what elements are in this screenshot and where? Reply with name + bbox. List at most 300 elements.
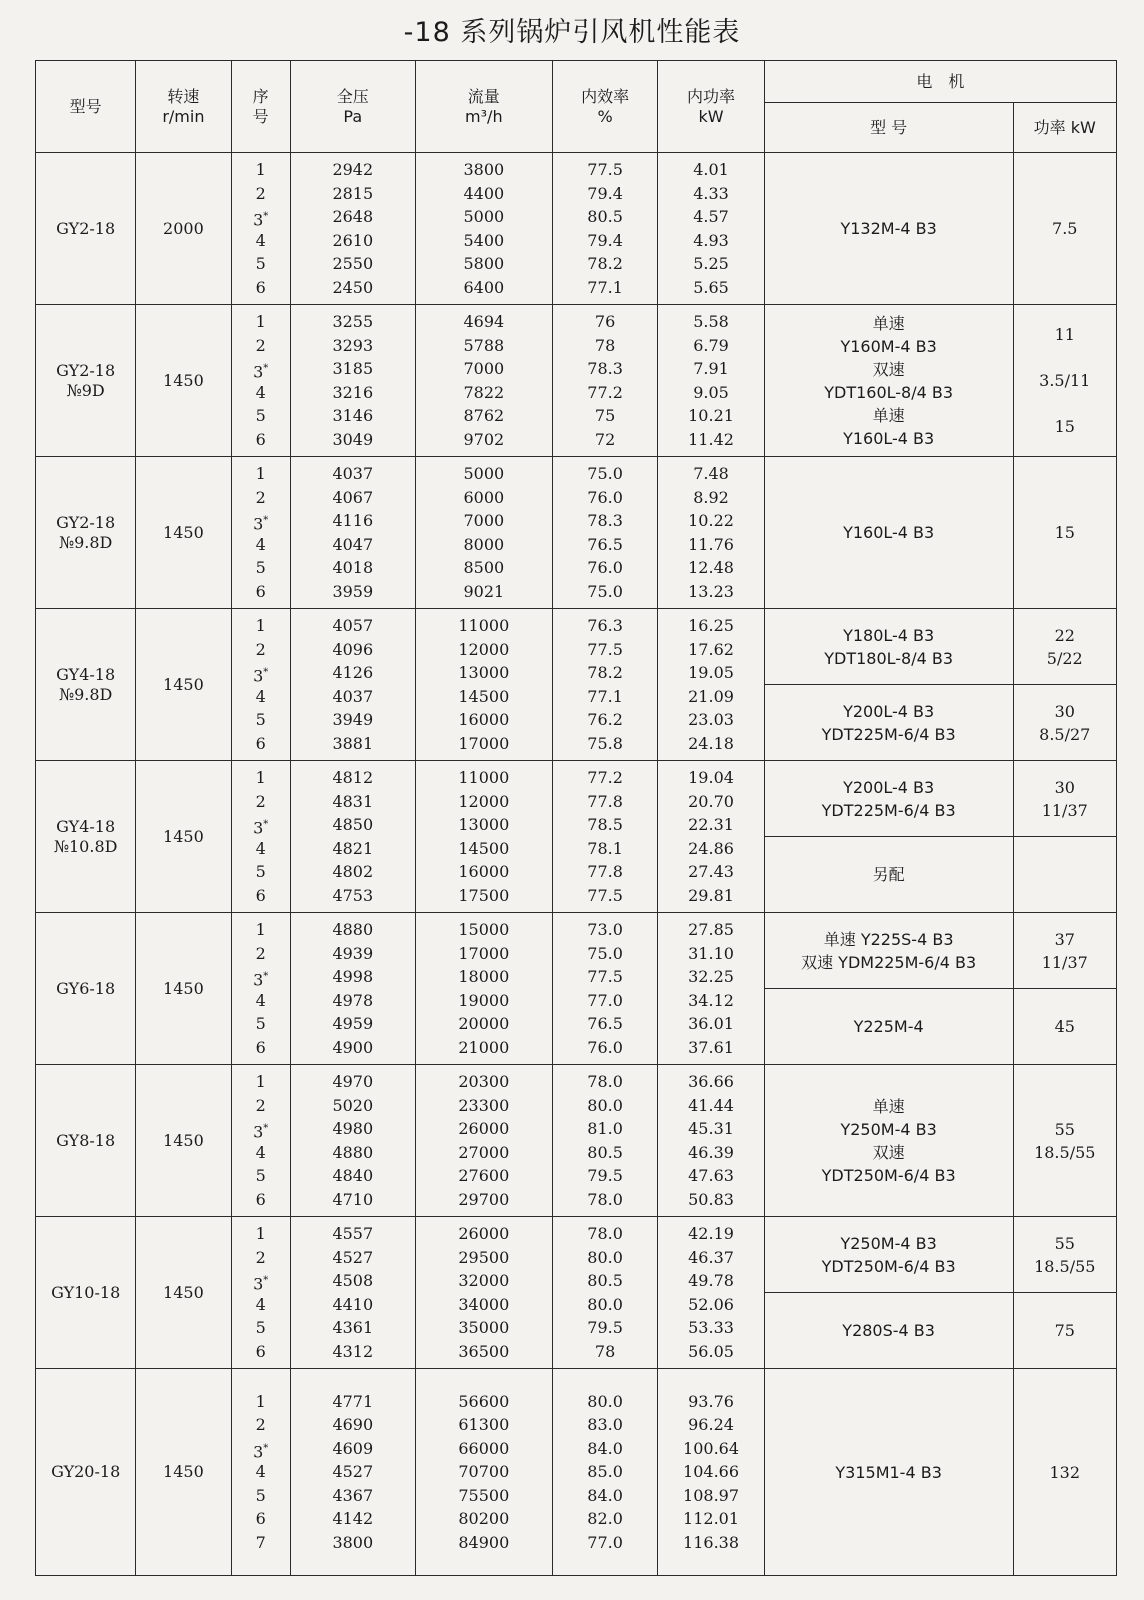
seq-stack bbox=[232, 918, 290, 1059]
efficiency-value: 77.2 bbox=[587, 382, 623, 402]
pressure-value: 2450 bbox=[332, 277, 374, 297]
efficiency-value: 75 bbox=[594, 406, 616, 425]
power-value: 49.78 bbox=[688, 1271, 734, 1290]
seq-stack bbox=[232, 1390, 290, 1555]
flow-value: 5000 bbox=[463, 207, 505, 226]
flow-value: 70700 bbox=[458, 1462, 510, 1482]
motor-power-cell bbox=[1013, 837, 1117, 913]
motor-power-line bbox=[1014, 863, 1117, 886]
motor-model-line: Y160L-4 B3 bbox=[843, 523, 935, 542]
seq-value: 3* bbox=[253, 666, 269, 686]
seq-value: 7 bbox=[255, 1532, 266, 1552]
table-row bbox=[36, 609, 1117, 685]
motor-power-line: 132 bbox=[1049, 1462, 1081, 1482]
power-stack bbox=[658, 158, 763, 299]
efficiency-cell bbox=[552, 1369, 657, 1576]
motor-model-cell bbox=[764, 685, 1013, 761]
flow-value: 29500 bbox=[458, 1247, 510, 1267]
table-row bbox=[36, 153, 1117, 305]
seq-value: 6 bbox=[255, 1509, 266, 1529]
power-cell bbox=[658, 153, 764, 305]
flow-value: 8000 bbox=[463, 534, 505, 554]
efficiency-cell bbox=[552, 305, 657, 457]
seq-value: 1 bbox=[255, 768, 266, 787]
power-value: 47.63 bbox=[688, 1166, 734, 1185]
motor-model-line: YDT160L-8/4 B3 bbox=[824, 382, 954, 402]
power-value: 93.76 bbox=[688, 1391, 734, 1411]
motor-model-cell bbox=[764, 305, 1013, 457]
motor-power-line: 8.5/27 bbox=[1039, 724, 1091, 744]
model-line: GY2-18 bbox=[56, 512, 116, 532]
motor-power-line: 22 bbox=[1054, 625, 1075, 645]
motor-model-line: 单速 bbox=[872, 313, 905, 333]
motor-power-line bbox=[1014, 346, 1117, 369]
motor-power-cell bbox=[1013, 685, 1117, 761]
efficiency-value: 78 bbox=[594, 335, 616, 355]
pressure-value: 3049 bbox=[332, 429, 374, 449]
seq-value: 2 bbox=[255, 791, 266, 811]
pressure-stack bbox=[291, 1070, 415, 1211]
motor-power-line: 15 bbox=[1054, 417, 1075, 436]
efficiency-value: 78.3 bbox=[587, 359, 623, 378]
power-value: 4.33 bbox=[693, 183, 729, 203]
pressure-stack bbox=[291, 614, 415, 755]
motor-power-cell bbox=[1013, 913, 1117, 989]
efficiency-value: 80.0 bbox=[587, 1247, 623, 1267]
power-value: 36.01 bbox=[688, 1014, 734, 1033]
pressure-value: 4527 bbox=[332, 1247, 374, 1267]
speed-cell: 1450 bbox=[136, 1217, 231, 1369]
efficiency-value: 80.5 bbox=[587, 207, 623, 226]
seq-value: 6 bbox=[255, 581, 266, 601]
seq-value: 3* bbox=[253, 514, 269, 534]
efficiency-value: 80.5 bbox=[587, 1271, 623, 1290]
seq-value: 2 bbox=[255, 639, 266, 659]
motor-power-cell bbox=[1013, 1217, 1117, 1293]
power-value: 116.38 bbox=[683, 1532, 740, 1552]
efficiency-value: 76.5 bbox=[587, 534, 623, 554]
speed-cell: 1450 bbox=[136, 1065, 231, 1217]
seq-cell bbox=[231, 1065, 290, 1217]
seq-value: 1 bbox=[255, 160, 266, 179]
seq-value: 4 bbox=[255, 534, 266, 554]
flow-stack bbox=[416, 158, 552, 299]
model-cell bbox=[36, 305, 136, 457]
motor-model-cell bbox=[764, 989, 1013, 1065]
motor-model-line: 另配 bbox=[872, 865, 905, 884]
seq-value: 5 bbox=[255, 1485, 266, 1505]
power-value: 19.05 bbox=[688, 663, 734, 682]
efficiency-value: 78.1 bbox=[587, 838, 623, 858]
power-value: 4.01 bbox=[693, 160, 729, 179]
power-value: 24.86 bbox=[688, 838, 734, 858]
motor-power-cell bbox=[1013, 1293, 1117, 1369]
flow-value: 11000 bbox=[458, 768, 510, 787]
motor-power-cell bbox=[1013, 989, 1117, 1065]
seq-value: 3* bbox=[253, 1442, 269, 1462]
power-stack bbox=[658, 1070, 763, 1211]
power-value: 104.66 bbox=[683, 1462, 740, 1482]
flow-value: 61300 bbox=[458, 1415, 510, 1435]
flow-value: 15000 bbox=[458, 920, 510, 939]
efficiency-stack bbox=[553, 1070, 657, 1211]
seq-value: 4 bbox=[255, 1294, 266, 1314]
flow-value: 26000 bbox=[458, 1119, 510, 1138]
seq-value: 3* bbox=[253, 1122, 269, 1142]
efficiency-cell bbox=[552, 153, 657, 305]
seq-cell bbox=[231, 761, 290, 913]
efficiency-value: 84.0 bbox=[587, 1438, 623, 1458]
flow-value: 4400 bbox=[463, 183, 505, 203]
seq-cell bbox=[231, 913, 290, 1065]
efficiency-value: 77.2 bbox=[587, 768, 623, 787]
power-value: 31.10 bbox=[688, 943, 734, 963]
power-value: 100.64 bbox=[683, 1438, 740, 1458]
flow-value: 20300 bbox=[458, 1072, 510, 1091]
efficiency-value: 81.0 bbox=[587, 1119, 623, 1138]
motor-model-line: YDT250M-6/4 B3 bbox=[821, 1165, 956, 1185]
seq-value: 4 bbox=[255, 838, 266, 858]
efficiency-value: 82.0 bbox=[587, 1509, 623, 1529]
efficiency-stack bbox=[553, 158, 657, 299]
power-value: 27.43 bbox=[688, 862, 734, 881]
pressure-value: 4126 bbox=[332, 663, 374, 682]
model-line: GY4-18 bbox=[56, 664, 116, 684]
efficiency-value: 78.2 bbox=[587, 254, 623, 273]
pressure-value: 4116 bbox=[332, 511, 374, 530]
efficiency-value: 76.3 bbox=[587, 616, 623, 635]
flow-value: 13000 bbox=[458, 815, 510, 834]
pressure-value: 4609 bbox=[332, 1438, 374, 1458]
efficiency-value: 80.0 bbox=[587, 1391, 623, 1411]
power-value: 37.61 bbox=[688, 1037, 734, 1057]
seq-value: 6 bbox=[255, 277, 266, 297]
efficiency-value: 79.5 bbox=[587, 1318, 623, 1337]
efficiency-stack bbox=[553, 462, 657, 603]
power-value: 20.70 bbox=[688, 791, 734, 811]
power-value: 7.48 bbox=[693, 464, 729, 483]
efficiency-value: 75.8 bbox=[587, 733, 623, 753]
pressure-cell bbox=[290, 1065, 415, 1217]
flow-value: 8500 bbox=[463, 558, 505, 577]
power-value: 12.48 bbox=[688, 558, 734, 577]
header-flow-unit: m³/h bbox=[465, 106, 503, 126]
pressure-value: 4812 bbox=[332, 768, 374, 787]
pressure-value: 4410 bbox=[332, 1294, 374, 1314]
power-value: 6.79 bbox=[693, 335, 729, 355]
seq-value: 2 bbox=[255, 1095, 266, 1115]
pressure-value: 4710 bbox=[332, 1189, 374, 1209]
pressure-value: 2550 bbox=[332, 254, 374, 273]
motor-power-line: 55 bbox=[1054, 1233, 1075, 1253]
flow-value: 8762 bbox=[463, 406, 505, 425]
flow-stack bbox=[416, 918, 552, 1059]
pressure-value: 4840 bbox=[332, 1166, 374, 1185]
pressure-stack bbox=[291, 158, 415, 299]
seq-cell bbox=[231, 1369, 290, 1576]
seq-cell bbox=[231, 305, 290, 457]
efficiency-value: 77.5 bbox=[587, 967, 623, 986]
motor-power-line: 30 bbox=[1054, 777, 1075, 797]
seq-value: 1 bbox=[255, 616, 266, 635]
seq-stack bbox=[232, 462, 290, 603]
pressure-value: 4142 bbox=[332, 1509, 374, 1529]
flow-value: 16000 bbox=[458, 710, 510, 729]
power-value: 5.25 bbox=[693, 254, 729, 273]
motor-model-cell bbox=[764, 1065, 1013, 1217]
power-value: 11.76 bbox=[688, 534, 734, 554]
flow-value: 19000 bbox=[458, 990, 510, 1010]
seq-value: 3* bbox=[253, 210, 269, 230]
speed-cell: 1450 bbox=[136, 457, 231, 609]
power-cell bbox=[658, 913, 764, 1065]
flow-value: 14500 bbox=[458, 686, 510, 706]
motor-model-cell bbox=[764, 1217, 1013, 1293]
header-power-unit: kW bbox=[698, 106, 724, 126]
motor-model-line: Y225M-4 bbox=[853, 1017, 924, 1036]
pressure-stack bbox=[291, 1222, 415, 1363]
efficiency-value: 76.2 bbox=[587, 710, 623, 729]
power-value: 50.83 bbox=[688, 1189, 734, 1209]
power-cell bbox=[658, 1065, 764, 1217]
power-value: 8.92 bbox=[693, 487, 729, 507]
efficiency-value: 83.0 bbox=[587, 1415, 623, 1435]
pressure-stack bbox=[291, 310, 415, 451]
pressure-value: 4939 bbox=[332, 943, 374, 963]
motor-model-line: 双速 bbox=[872, 359, 905, 379]
pressure-value: 4037 bbox=[332, 686, 374, 706]
header-flow-label: 流量 bbox=[467, 86, 500, 106]
power-cell bbox=[658, 1369, 764, 1576]
efficiency-value: 78.0 bbox=[587, 1189, 623, 1209]
model-line: GY4-18 bbox=[56, 816, 116, 836]
flow-cell bbox=[415, 913, 552, 1065]
motor-model-line: Y160L-4 B3 bbox=[843, 428, 935, 448]
motor-power-line: 11 bbox=[1054, 325, 1075, 344]
efficiency-value: 77.5 bbox=[587, 885, 623, 905]
flow-value: 20000 bbox=[458, 1014, 510, 1033]
seq-value: 6 bbox=[255, 1341, 266, 1361]
power-value: 11.42 bbox=[688, 429, 734, 449]
efficiency-value: 77.0 bbox=[587, 990, 623, 1010]
power-value: 34.12 bbox=[688, 990, 734, 1010]
motor-model-line: 双速 bbox=[872, 1142, 905, 1162]
flow-value: 17000 bbox=[458, 943, 510, 963]
efficiency-cell bbox=[552, 761, 657, 913]
motor-power-line bbox=[1014, 392, 1117, 415]
pressure-stack bbox=[291, 918, 415, 1059]
pressure-value: 4970 bbox=[332, 1072, 374, 1091]
pressure-stack bbox=[291, 1390, 415, 1555]
power-value: 32.25 bbox=[688, 967, 734, 986]
motor-power-line: 15 bbox=[1054, 523, 1075, 542]
pressure-cell bbox=[290, 153, 415, 305]
efficiency-cell bbox=[552, 913, 657, 1065]
power-value: 13.23 bbox=[688, 581, 734, 601]
motor-power-line: 75 bbox=[1054, 1321, 1075, 1340]
seq-value: 2 bbox=[255, 943, 266, 963]
efficiency-value: 78.2 bbox=[587, 663, 623, 682]
header-pressure-label: 全压 bbox=[336, 86, 369, 106]
flow-cell bbox=[415, 1369, 552, 1576]
seq-value: 5 bbox=[255, 862, 266, 881]
motor-power-line: 5/22 bbox=[1046, 648, 1083, 668]
flow-value: 7000 bbox=[463, 359, 505, 378]
flow-value: 11000 bbox=[458, 616, 510, 635]
flow-value: 9702 bbox=[463, 429, 505, 449]
flow-value: 7822 bbox=[463, 382, 505, 402]
flow-stack bbox=[416, 462, 552, 603]
header-seq-label2: 号 bbox=[252, 106, 269, 126]
efficiency-value: 78.5 bbox=[587, 815, 623, 834]
pressure-value: 4312 bbox=[332, 1341, 374, 1361]
motor-power-line: 3.5/11 bbox=[1039, 371, 1091, 390]
motor-power-line: 18.5/55 bbox=[1034, 1142, 1096, 1162]
pressure-value: 4037 bbox=[332, 464, 374, 483]
power-stack bbox=[658, 310, 763, 451]
seq-value: 4 bbox=[255, 230, 266, 250]
pressure-value: 4998 bbox=[332, 967, 374, 986]
flow-value: 36500 bbox=[458, 1341, 510, 1361]
model-cell bbox=[36, 457, 136, 609]
model-cell bbox=[36, 609, 136, 761]
efficiency-value: 77.8 bbox=[587, 862, 623, 881]
model-cell bbox=[36, 1217, 136, 1369]
pressure-value: 4057 bbox=[332, 616, 374, 635]
power-value: 108.97 bbox=[683, 1485, 740, 1505]
power-value: 17.62 bbox=[688, 639, 734, 659]
speed-cell: 2000 bbox=[136, 153, 231, 305]
header-power-label: 内功率 bbox=[687, 86, 736, 106]
model-cell bbox=[36, 913, 136, 1065]
flow-value: 5000 bbox=[463, 464, 505, 483]
flow-stack bbox=[416, 1390, 552, 1555]
header-motor-model: 型 号 bbox=[764, 103, 1013, 153]
header-efficiency-unit: % bbox=[597, 106, 613, 126]
flow-value: 14500 bbox=[458, 838, 510, 858]
power-value: 29.81 bbox=[688, 885, 734, 905]
pressure-value: 4367 bbox=[332, 1485, 374, 1505]
model-cell bbox=[36, 1065, 136, 1217]
power-value: 56.05 bbox=[688, 1341, 734, 1361]
motor-model-line: Y132M-4 B3 bbox=[840, 219, 937, 238]
header-pressure bbox=[290, 61, 415, 153]
speed-cell: 1450 bbox=[136, 913, 231, 1065]
motor-power-cell bbox=[1013, 761, 1117, 837]
seq-value: 3* bbox=[253, 1274, 269, 1294]
flow-value: 5400 bbox=[463, 230, 505, 250]
pressure-value: 4831 bbox=[332, 791, 374, 811]
power-value: 10.22 bbox=[688, 511, 734, 530]
efficiency-value: 77.0 bbox=[587, 1532, 623, 1552]
efficiency-value: 80.5 bbox=[587, 1142, 623, 1162]
motor-model-line: Y160M-4 B3 bbox=[840, 336, 937, 356]
motor-model-line: Y315M1-4 B3 bbox=[835, 1462, 942, 1482]
flow-cell bbox=[415, 1217, 552, 1369]
model-line: GY2-18 bbox=[56, 360, 116, 380]
motor-power-line: 45 bbox=[1054, 1017, 1075, 1036]
flow-value: 27600 bbox=[458, 1166, 510, 1185]
efficiency-value: 76.0 bbox=[587, 487, 623, 507]
flow-value: 7000 bbox=[463, 511, 505, 530]
table-row bbox=[36, 1217, 1117, 1293]
efficiency-value: 75.0 bbox=[587, 581, 623, 601]
flow-value: 4694 bbox=[463, 312, 505, 331]
header-speed-label: 转速 bbox=[167, 86, 200, 106]
seq-value: 4 bbox=[255, 1462, 266, 1482]
pressure-value: 4900 bbox=[332, 1037, 374, 1057]
model-line: GY10-18 bbox=[51, 1282, 121, 1302]
seq-stack bbox=[232, 1070, 290, 1211]
pressure-cell bbox=[290, 305, 415, 457]
power-stack bbox=[658, 1222, 763, 1363]
seq-value: 6 bbox=[255, 885, 266, 905]
flow-value: 6400 bbox=[463, 277, 505, 297]
power-value: 7.91 bbox=[693, 359, 729, 378]
pressure-value: 4821 bbox=[332, 838, 374, 858]
flow-value: 5788 bbox=[463, 335, 505, 355]
pressure-value: 5020 bbox=[332, 1095, 374, 1115]
pressure-value: 4361 bbox=[332, 1318, 374, 1337]
seq-value: 4 bbox=[255, 686, 266, 706]
model-line: №9D bbox=[66, 380, 105, 400]
power-value: 4.57 bbox=[693, 207, 729, 226]
pressure-value: 3800 bbox=[332, 1532, 374, 1552]
power-stack bbox=[658, 614, 763, 755]
efficiency-value: 84.0 bbox=[587, 1485, 623, 1505]
model-cell bbox=[36, 761, 136, 913]
power-value: 46.39 bbox=[688, 1142, 734, 1162]
pressure-value: 3216 bbox=[332, 382, 374, 402]
pressure-value: 4753 bbox=[332, 885, 374, 905]
seq-value: 5 bbox=[255, 254, 266, 273]
flow-cell bbox=[415, 457, 552, 609]
motor-model-cell bbox=[764, 837, 1013, 913]
motor-model-line: YDT225M-6/4 B3 bbox=[821, 800, 956, 820]
motor-power-line: 7.5 bbox=[1052, 219, 1078, 238]
motor-power-cell bbox=[1013, 153, 1117, 305]
seq-value: 6 bbox=[255, 1189, 266, 1209]
power-cell bbox=[658, 761, 764, 913]
table-body bbox=[36, 153, 1117, 1576]
page-title: -18 系列锅炉引风机性能表 bbox=[403, 17, 741, 48]
power-stack bbox=[658, 918, 763, 1059]
seq-value: 4 bbox=[255, 1142, 266, 1162]
header-model: 型号 bbox=[36, 61, 136, 153]
efficiency-value: 77.5 bbox=[587, 160, 623, 179]
efficiency-value: 73.0 bbox=[587, 920, 623, 939]
seq-value: 3* bbox=[253, 818, 269, 838]
table-row bbox=[36, 457, 1117, 609]
efficiency-value: 76 bbox=[594, 312, 616, 331]
seq-value: 5 bbox=[255, 558, 266, 577]
efficiency-cell bbox=[552, 457, 657, 609]
efficiency-value: 78.0 bbox=[587, 1072, 623, 1091]
efficiency-value: 77.1 bbox=[587, 277, 623, 297]
header-efficiency-label: 内效率 bbox=[581, 86, 630, 106]
pressure-cell bbox=[290, 761, 415, 913]
seq-value: 1 bbox=[255, 1224, 266, 1243]
model-cell bbox=[36, 153, 136, 305]
motor-power-line: 18.5/55 bbox=[1034, 1256, 1096, 1276]
flow-value: 6000 bbox=[463, 487, 505, 507]
power-value: 46.37 bbox=[688, 1247, 734, 1267]
motor-power-line: 11/37 bbox=[1041, 952, 1088, 972]
seq-value: 2 bbox=[255, 1247, 266, 1267]
seq-value: 5 bbox=[255, 406, 266, 425]
efficiency-cell bbox=[552, 1065, 657, 1217]
power-value: 27.85 bbox=[688, 920, 734, 939]
